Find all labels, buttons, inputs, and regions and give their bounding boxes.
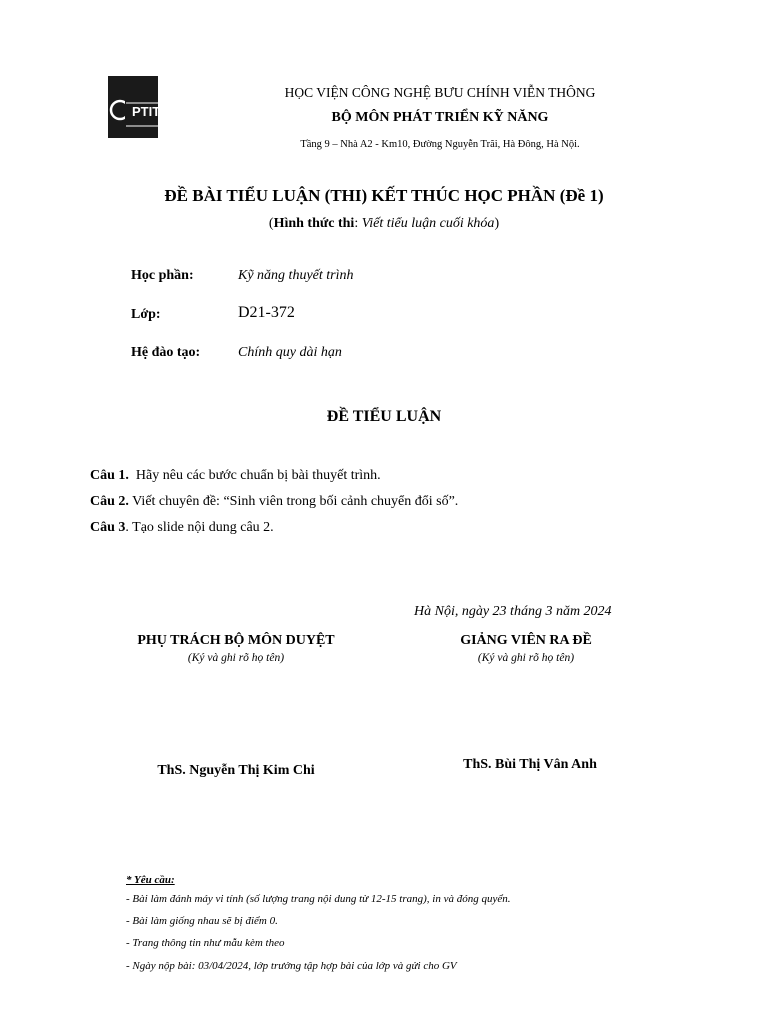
exam-format-value: Viết tiểu luận cuối khóa: [361, 216, 495, 231]
right-signature-note: (Ký và ghi rõ họ tên): [477, 652, 575, 664]
address: Tầng 9 – Nhà A2 - Km10, Đường Nguyễn Trãi, Hà Đông, Hà Nội.: [300, 139, 580, 150]
document-title: ĐỀ BÀI TIỂU LUẬN (THI) KẾT THÚC HỌC PHẦN (Đề 1): [164, 186, 604, 205]
date-line: Hà Nội, ngày 23 tháng 3 năm 2024: [414, 604, 612, 619]
question-text: Viết chuyên đề: “Sinh viên trong bối cảnh chuyển đổi số”.: [132, 494, 459, 509]
ptit-logo-icon: [108, 76, 158, 138]
exam-format-label: Hình thức thi: [273, 216, 355, 231]
question-label: Câu 3: [90, 520, 126, 535]
question-3: [90, 520, 274, 536]
exam-format-open: (: [268, 216, 274, 231]
program-value: Chính quy dài hạn: [238, 345, 342, 360]
left-signature-heading: PHỤ TRÁCH BỘ MÔN DUYỆT: [137, 633, 335, 648]
question-label: Câu 2.: [90, 494, 129, 509]
question-1: [90, 468, 381, 484]
question-label: Câu 1.: [90, 468, 129, 483]
right-signer-name: ThS. Bùi Thị Vân Anh: [463, 757, 597, 772]
requirement-item: - Bài làm giống nhau sẽ bị điểm 0.: [126, 915, 278, 927]
requirement-item: - Bài làm đánh máy vi tính (số lượng trang nội dung từ 12-15 trang), in và đóng quyển.: [126, 893, 511, 905]
requirement-item: - Trang thông tin như mẫu kèm theo: [126, 937, 285, 949]
course-label: Học phần:: [131, 268, 194, 283]
department-name: BỘ MÔN PHÁT TRIỂN KỸ NĂNG: [331, 110, 549, 125]
question-2: [90, 494, 458, 510]
requirements-title: * Yêu cầu:: [126, 874, 175, 886]
requirement-item: - Ngày nộp bài: 03/04/2024, lớp trưởng tập hợp bài của lớp và gửi cho GV: [126, 960, 457, 972]
question-text: Hãy nêu các bước chuẩn bị bài thuyết trình.: [135, 468, 381, 483]
class-value: D21-372: [238, 304, 295, 321]
exam-format-close: ): [494, 216, 500, 231]
logo-text: PTIT: [132, 104, 158, 119]
course-value: Kỹ năng thuyết trình: [238, 268, 354, 283]
left-signature-note: (Ký và ghi rõ họ tên): [187, 652, 285, 664]
exam-format-sep: :: [354, 216, 362, 231]
exam-format: [0, 216, 768, 232]
right-signature-heading: GIẢNG VIÊN RA ĐỀ: [460, 633, 592, 648]
ptit-logo: [108, 76, 158, 138]
program-label: Hệ đào tạo:: [131, 345, 201, 360]
left-signer-name: ThS. Nguyễn Thị Kim Chi: [157, 763, 315, 778]
class-label: Lớp:: [131, 307, 161, 322]
section-title: ĐỀ TIỂU LUẬN: [326, 408, 442, 425]
institution-name: HỌC VIỆN CÔNG NGHỆ BƯU CHÍNH VIỄN THÔNG: [284, 85, 596, 100]
question-text: . Tạo slide nội dung câu 2.: [125, 520, 274, 535]
